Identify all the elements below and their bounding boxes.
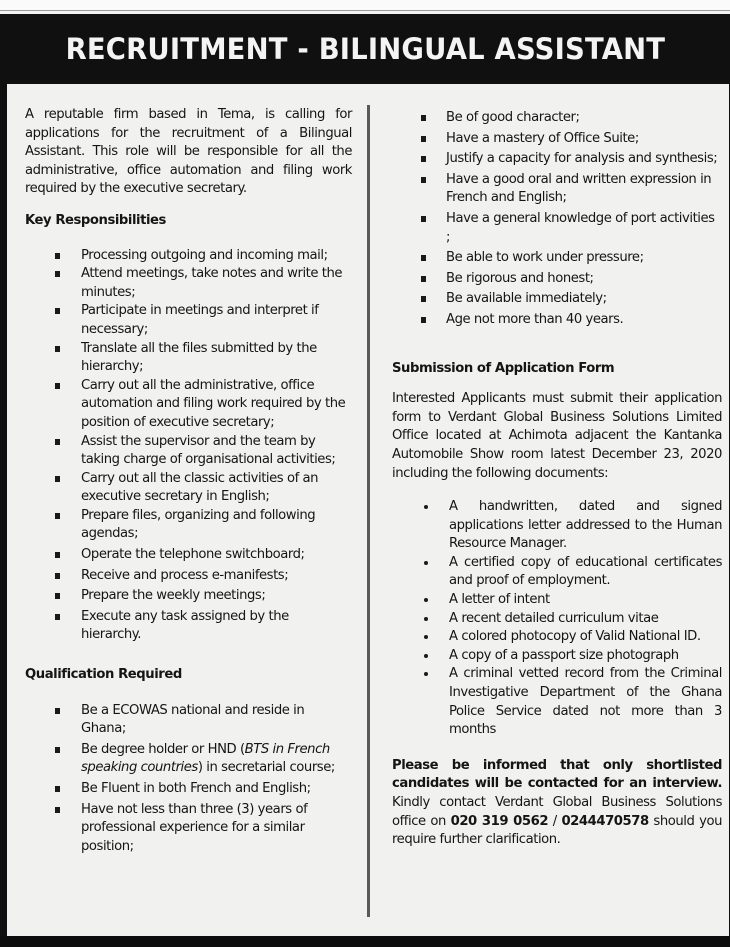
list-item: Justify a capacity for analysis and synthesis; (392, 150, 722, 169)
column-divider (367, 105, 370, 917)
list-item: Attend meetings, take notes and write the minutes; (25, 265, 352, 302)
square-bullet-icon (55, 807, 60, 813)
list-item: Processing outgoing and incoming mail; (25, 247, 352, 266)
square-bullet-icon (55, 346, 60, 352)
square-bullet-icon (55, 253, 60, 259)
square-bullet-icon (55, 439, 60, 445)
documents-list (392, 498, 722, 740)
list-item: Be rigorous and honest; (392, 270, 722, 289)
round-bullet-icon (424, 635, 428, 639)
phone-number-1: 020 319 0562 (450, 813, 549, 829)
round-bullet-icon (424, 617, 428, 621)
page-top-edge (0, 0, 730, 11)
list-item: Have a good oral and written expression in French and English; (392, 171, 722, 208)
square-bullet-icon (421, 177, 426, 183)
list-item: A criminal vetted record from the Criminal Investigative Department of the Ghana Police Service dated not more than 3 months (392, 665, 722, 739)
list-item: A colored photocopy of Valid National ID. (392, 628, 722, 647)
list-item: Carry out all the classic activities of an executive secretary in English; (25, 470, 352, 507)
list-item: Operate the telephone switchboard; (25, 546, 352, 565)
square-bullet-icon (421, 156, 426, 162)
square-bullet-icon (55, 573, 60, 579)
square-bullet-icon (421, 115, 426, 121)
submission-heading: Submission of Application Form (392, 360, 615, 376)
list-item: A recent detailed curriculum vitae (392, 610, 722, 629)
square-bullet-icon (421, 317, 426, 323)
list-item: Prepare the weekly meetings; (25, 587, 352, 606)
round-bullet-icon (424, 654, 428, 658)
list-item: Receive and process e-manifests; (25, 567, 352, 586)
square-bullet-icon (421, 255, 426, 261)
submission-paragraph: Interested Applicants must submit their application form to Verdant Global Business Solutions Limited Office located at Achimota adjacent the Kantanka Automobile Show room latest December 23, 2020 including the following documents: (392, 391, 722, 481)
title-banner (0, 14, 730, 84)
list-item: Age not more than 40 years. (392, 311, 722, 330)
responsibilities-list (25, 247, 352, 645)
square-bullet-icon (55, 708, 60, 714)
square-bullet-icon (55, 308, 60, 314)
square-bullet-icon (421, 296, 426, 302)
square-bullet-icon (55, 271, 60, 277)
list-item: Be able to work under pressure; (392, 249, 722, 268)
list-item: Execute any task assigned by the hierarchy. (25, 608, 352, 645)
bottom-border (0, 936, 730, 947)
square-bullet-icon (55, 786, 60, 792)
square-bullet-icon (55, 513, 60, 519)
page-title: RECRUITMENT - BILINGUAL ASSISTANT (65, 32, 665, 66)
square-bullet-icon (55, 614, 60, 620)
square-bullet-icon (55, 747, 60, 753)
list-item: Translate all the files submitted by the hierarchy; (25, 340, 352, 377)
square-bullet-icon (421, 276, 426, 282)
list-item: A certified copy of educational certificates and proof of employment. (392, 554, 722, 591)
list-item: Be Fluent in both French and English; (25, 780, 352, 799)
responsibilities-heading: Key Responsibilities (25, 212, 166, 228)
round-bullet-icon (424, 598, 428, 602)
list-item: A letter of intent (392, 591, 722, 610)
qualifications-heading: Qualification Required (25, 667, 182, 683)
square-bullet-icon (55, 383, 60, 389)
round-bullet-icon (424, 672, 428, 676)
list-item: Have not less than three (3) years of professional experience for a similar position; (25, 801, 352, 857)
list-item: Be available immediately; (392, 290, 722, 309)
list-item: Be degree holder or HND (BTS in French speaking countries) in secretarial course; (25, 741, 352, 778)
list-item: A copy of a passport size photograph (392, 647, 722, 666)
list-item: Prepare files, organizing and following agendas; (25, 507, 352, 544)
right-column (392, 109, 722, 850)
list-item: Have a mastery of Office Suite; (392, 130, 722, 149)
intro-paragraph: A reputable firm based in Tema, is calling for applications for the recruitment of a Bilingual Assistant. This role will be responsible for all the administrative, office automation and filing work required by the executive secretary. (25, 107, 352, 197)
square-bullet-icon (55, 552, 60, 558)
square-bullet-icon (55, 593, 60, 599)
square-bullet-icon (421, 136, 426, 142)
left-column (25, 106, 352, 856)
notice-paragraph: Please be informed that only shortlisted candidates will be contacted for an interview. Kindly contact Verdant Global Business Solutions office on 020 319 0562 / 0244470578 should you require further clarification. (392, 757, 722, 848)
square-bullet-icon (421, 216, 426, 222)
qualifications-list (25, 702, 352, 857)
list-item: Carry out all the administrative, office automation and filing work required by the position of executive secretary; (25, 377, 352, 433)
square-bullet-icon (55, 476, 60, 482)
phone-number-2: 0244470578 (561, 813, 649, 829)
list-item: Be of good character; (392, 109, 722, 128)
list-item: Be a ECOWAS national and reside in Ghana; (25, 702, 352, 739)
qualifications-list-continued (392, 109, 722, 330)
list-item: Participate in meetings and interpret if necessary; (25, 302, 352, 339)
shortlist-notice: Please be informed that only shortlisted candidates will be contacted for an interview. (392, 757, 722, 792)
list-item: Assist the supervisor and the team by taking charge of organisational activities; (25, 433, 352, 470)
list-item: A handwritten, dated and signed applications letter addressed to the Human Resource Manager. (392, 498, 722, 554)
round-bullet-icon (424, 561, 428, 565)
list-item: Have a general knowledge of port activities ; (392, 210, 722, 247)
round-bullet-icon (424, 505, 428, 509)
